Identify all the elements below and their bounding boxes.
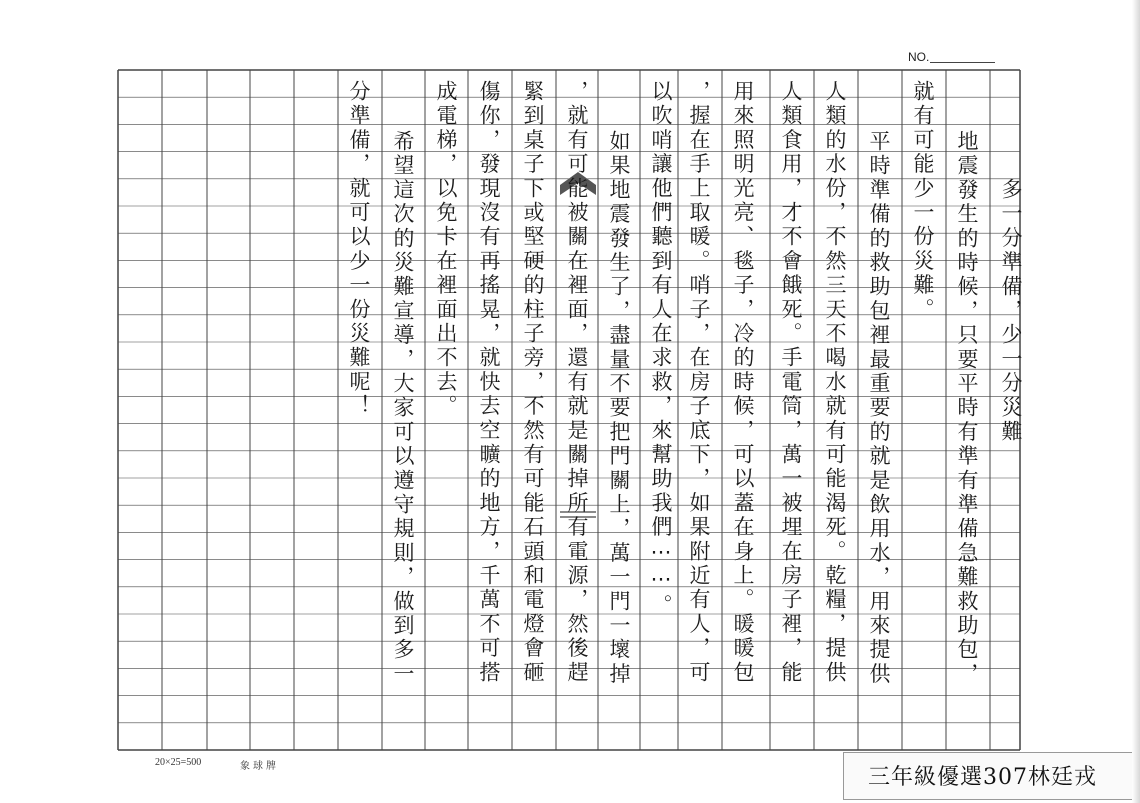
essay-column: 地震發生的時候，只要平時有準有準備急難救助包， — [955, 130, 979, 687]
essay-column: 傷你，發現沒有再搖晃，就快去空曠的地方，千萬不可搭 — [477, 80, 501, 685]
scan-edge — [1132, 0, 1140, 803]
essay-column: ，握在手上取暖。哨子，在房子底下，如果附近有人，可 — [687, 80, 711, 685]
sheet-spec: 20×25=500 — [155, 757, 202, 768]
essay-column: 成電梯，以免卡在裡面出不去。 — [434, 80, 458, 419]
award-caption: 三年級優選307林廷戎 — [868, 765, 1097, 790]
essay-column: ，就有可能被關在裡面，還有就是關掉所有電源，然後趕 — [565, 80, 589, 685]
essay-column: 希望這次的災難宣導，大家可以遵守規則，做到多一 — [391, 130, 415, 687]
essay-column: 以吹哨讓他們聽到有人在求救，來幫助我們⋯⋯。 — [649, 80, 673, 619]
essay-column: 緊到桌子下或堅硬的柱子旁，不然有可能石頭和電燈會砸 — [521, 80, 545, 685]
essay-column: 多一分準備，少一分災難 — [999, 178, 1023, 445]
essay-column: 平時準備的救助包裡最重要的就是飲用水，用來提供 — [867, 130, 891, 687]
essay-column: 如果地震發生了，盡量不要把門關上，萬一門一壞掉 — [607, 130, 631, 687]
paper-brand: 象球牌 — [240, 761, 279, 772]
number-label: NO. — [908, 50, 930, 64]
essay-column: 人類的水份，不然三天不喝水就有可能渴死。乾糧，提供 — [823, 80, 847, 685]
essay-column: 人類食用，才不會餓死。手電筒，萬一被埋在房子裡，能 — [779, 80, 803, 685]
essay-column: 分準備，就可以少一份災難呢！ — [347, 80, 371, 419]
essay-column: 用來照明光亮、毯子，冷的時候，可以蓋在身上。暖暖包 — [731, 80, 755, 685]
essay-column: 就有可能少一份災難。 — [911, 80, 935, 322]
